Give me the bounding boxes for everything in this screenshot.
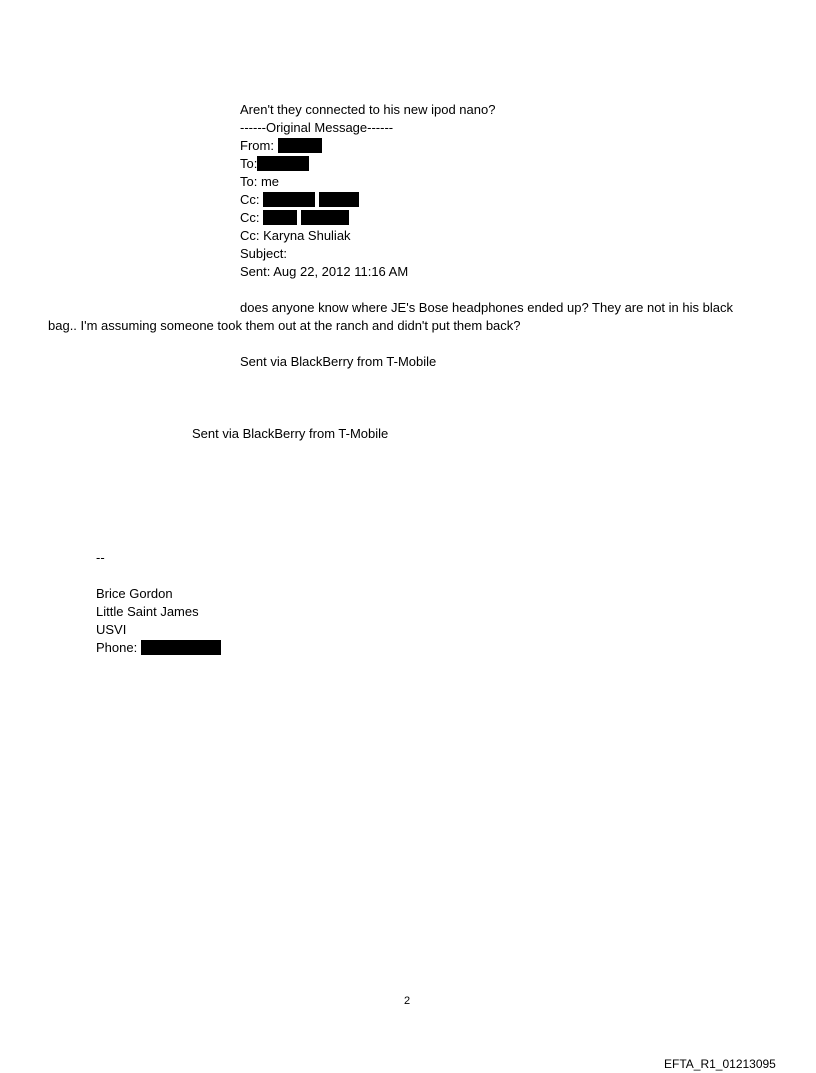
outer-signature: Sent via BlackBerry from T-Mobile <box>192 426 389 441</box>
cc-line-2 <box>240 209 349 227</box>
to-line-2: To: me <box>240 174 280 189</box>
original-signature: Sent via BlackBerry from T-Mobile <box>240 354 437 369</box>
cc-line-3: Cc: Karyna Shuliak <box>240 228 351 243</box>
sent-line: Sent: Aug 22, 2012 11:16 AM <box>240 264 409 279</box>
redaction-box <box>301 210 349 225</box>
phone-label: Phone: <box>96 640 138 655</box>
signature-phone <box>96 639 221 657</box>
from-line <box>240 137 322 155</box>
to-label: To: <box>240 156 258 171</box>
to-line-1 <box>240 155 309 173</box>
signature-dashes: -- <box>96 550 105 565</box>
original-message-separator: ------Original Message------ <box>240 120 394 135</box>
cc-label: Cc: <box>240 210 260 225</box>
signature-region: USVI <box>96 622 127 637</box>
signature-name: Brice Gordon <box>96 586 173 601</box>
signature-place: Little Saint James <box>96 604 199 619</box>
cc-label: Cc: <box>240 192 260 207</box>
body-line-1: does anyone know where JE's Bose headphones ended up? They are not in his black <box>240 300 733 315</box>
subject-line: Subject: <box>240 246 287 261</box>
redaction-box <box>257 156 309 171</box>
document-id: EFTA_R1_01213095 <box>664 1057 776 1071</box>
body-line-2: bag.. I'm assuming someone took them out at the ranch and didn't put them back? <box>48 318 521 333</box>
redaction-box <box>141 640 221 655</box>
redaction-box <box>319 192 359 207</box>
cc-line-1 <box>240 191 359 209</box>
redaction-box <box>278 138 322 153</box>
from-label: From: <box>240 138 274 153</box>
reply-text: Aren't they connected to his new ipod nano? <box>240 102 496 117</box>
redaction-box <box>263 192 315 207</box>
redaction-box <box>263 210 297 225</box>
page-number: 2 <box>404 995 411 1007</box>
